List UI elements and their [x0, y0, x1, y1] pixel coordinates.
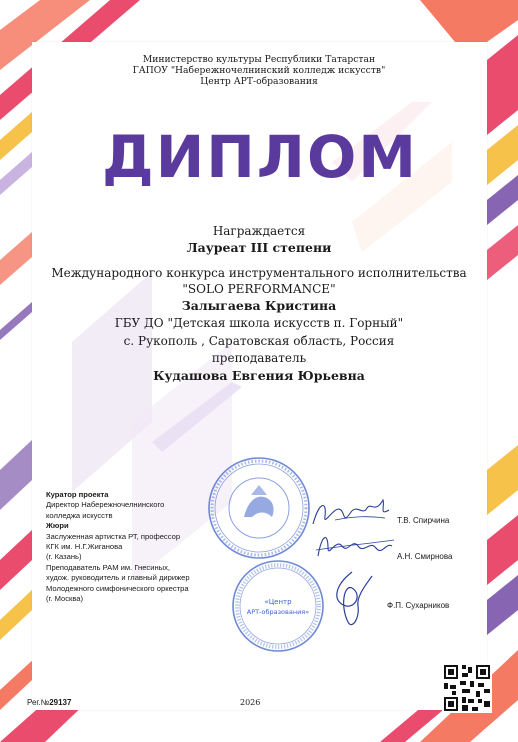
- center-name: Центр АРТ-образования: [200, 76, 318, 87]
- signature-3: [322, 566, 382, 636]
- qr-code[interactable]: [442, 663, 492, 713]
- college-stamp: [206, 455, 312, 561]
- recipient-location: с. Рукополь , Саратовская область, Россия: [123, 334, 395, 348]
- college-name: ГАПОУ "Набережночелнинский колледж искусств": [132, 65, 386, 76]
- jury-title: Жюри: [46, 521, 69, 531]
- diploma-title-text: ДИПЛОМ: [102, 123, 418, 191]
- recipient-school: ГБУ ДО "Детская школа искусств п. Горный": [114, 316, 404, 330]
- teacher-label: преподаватель: [211, 351, 307, 365]
- award-degree: Лауреат III степени: [186, 240, 332, 255]
- center-stamp: [230, 558, 326, 654]
- signer-2-name: А.Н. Смирнова: [397, 552, 453, 561]
- curator-line1: Директор Набережночелнинского: [46, 500, 165, 510]
- center-stamp-line2: АРТ-образования»: [246, 608, 310, 616]
- signature-2: [312, 528, 397, 564]
- registration-label: Рег.№: [27, 698, 50, 707]
- recipient-name: Залыгаева Кристина: [181, 298, 337, 313]
- jury1-line2: КГК им. Н.Г.Жиганова: [46, 542, 123, 552]
- jury2-line2: худож. руководитель и главный дирижер: [46, 573, 190, 583]
- diploma-title: [102, 123, 418, 191]
- contest-name-line2: "SOLO PERFORMANCE": [182, 282, 336, 296]
- issue-year: 2026: [240, 698, 261, 707]
- jury2-line4: (г. Москва): [46, 594, 84, 604]
- center-stamp-line1: «Центр: [264, 598, 292, 606]
- jury1-line1: Заслуженная артистка РТ, профессор: [46, 531, 181, 541]
- jury2-line1: Преподаватель РАМ им. Гнесиных,: [46, 562, 171, 572]
- awarded-label: Награждается: [212, 224, 306, 238]
- teacher-name: Кудашова Евгения Юрьевна: [153, 368, 365, 383]
- curator-title: Куратор проекта: [46, 490, 109, 499]
- contest-name-line1: Международного конкурса инструментального исполнительства: [51, 266, 467, 280]
- jury1-line3: (г. Казань): [46, 552, 82, 562]
- registration-number: [27, 698, 71, 707]
- curator-line2: колледжа искусств: [46, 510, 113, 520]
- signer-3-name: Ф.П. Сухарников: [387, 601, 450, 610]
- signer-1-name: Т.В. Спирчина: [397, 516, 450, 525]
- registration-value: 29137: [49, 698, 72, 707]
- jury2-line3: Молодежного симфонического оркестра: [46, 583, 189, 593]
- ministry-name: Министерство культуры Республики Татарстан: [142, 54, 376, 65]
